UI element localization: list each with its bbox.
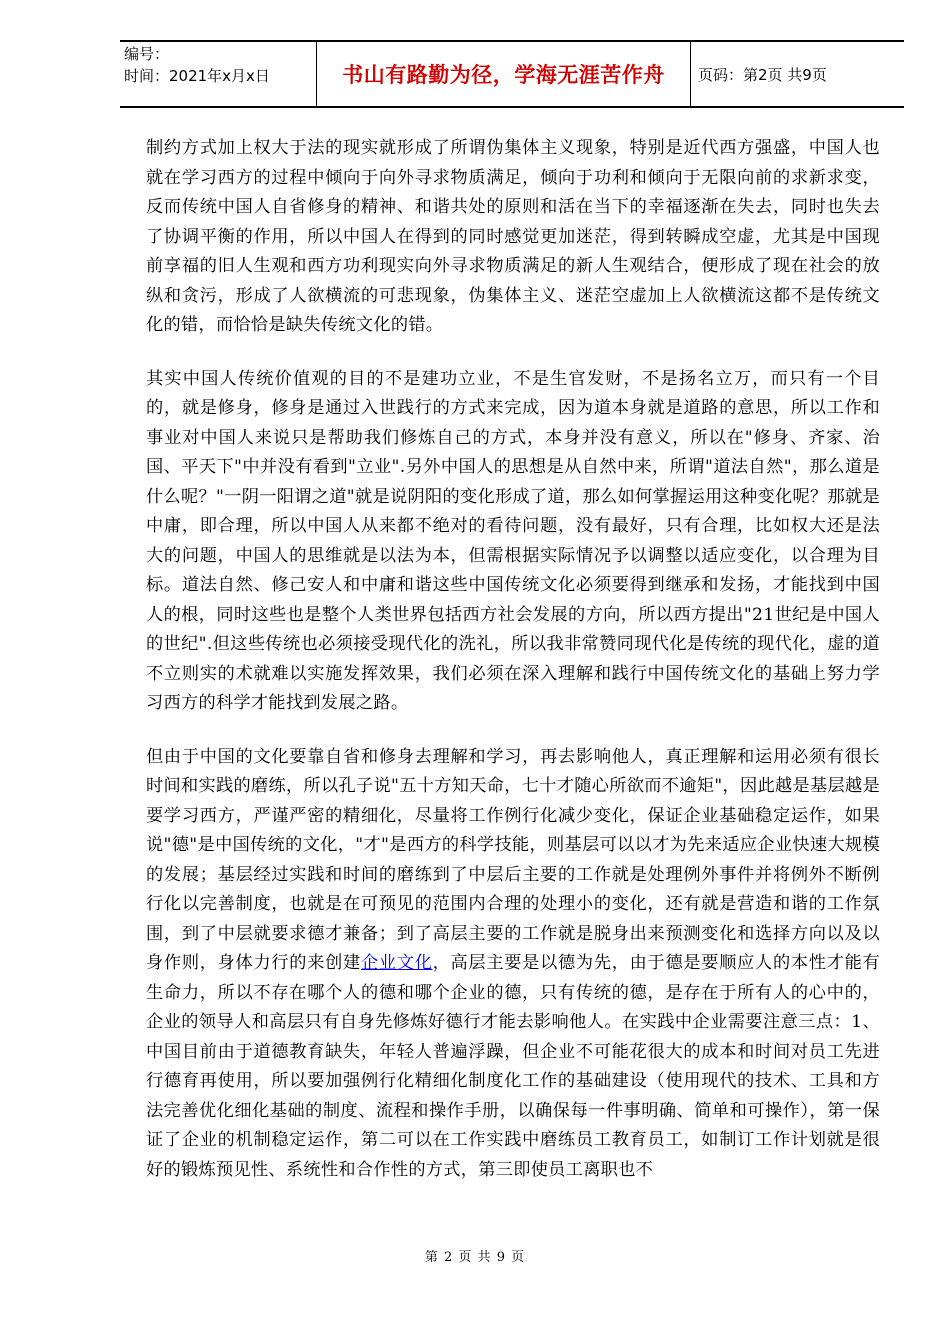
paragraph-2: 其实中国人传统价值观的目的不是建功立业，不是生官发财，不是扬名立万，而只有一个目的，就是修身，修身是通过入世践行的方式来完成，因为道本身就是道路的意思，所以工作和事业对中国人来说只是帮助我们修炼自己的方式，本身并没有意义，所以在"修身、齐家、治国、平天下"中并没有看到"立业".另外中国人的思想是从自然中来，所谓"道法自然"，那么道是什么呢？"一阴一阳谓之道"就是说阴阳的变化形成了道，那么如何掌握运用这种变化呢？那就是中庸，即合理，所以中国人从来都不绝对的看待问题，没有最好，只有合理，比如权大还是法大的问题，中国人的思维就是以法为本，但需根据实际情况予以调整以适应变化，以合理为目标。道法自然、修己安人和中庸和谐这些中国传统文化必须要得到继承和发扬，才能找到中国人的根，同时这些也是整个人类世界包括西方社会发展的方向，所以西方提出"21世纪是中国人的世纪".但这些传统也必须接受现代化的洗礼，所以我非常赞同现代化是传统的现代化，虚的道不立则实的术就难以实施发挥效果，我们必须在深入理解和践行中国传统文化的基础上努力学习西方的科学才能找到发展之路。 [146, 368, 880, 713]
page-footer: 第 2 页 共 9 页 [424, 1250, 526, 1265]
header-motto-cell [316, 42, 691, 106]
page-header [120, 40, 904, 108]
document-body [146, 134, 880, 1209]
header-meta [124, 43, 270, 87]
header-page-info: 页码：第2页 共9页 [698, 65, 827, 84]
time-label: 时间：2021年x月x日 [124, 67, 270, 85]
paragraph-3-text-a: 但由于中国的文化要靠自省和修身去理解和学习，再去影响他人，真正理解和运用必须有很长时间和实践的磨练，所以孔子说"五十方知天命，七十才随心所欲而不逾矩"，因此越是基层越是要学习西方，严谨严密的精细化，尽量将工作例行化减少变化，保证企业基础稳定运作，如果说"德"是中国传统的文化，"才"是西方的科学技能，则基层可以以才为先来适应企业快速大规模的发展；基层经过实践和时间的磨练到了中层后主要的工作就是处理例外事件并将例外不断例行化以完善制度，也就是在可预见的范围内合理的处理小的变化，还有就是营造和谐的工作氛围，到了中层就要求德才兼备；到了高层主要的工作就是脱身出来预测变化和选择方向以及以身作则，身体力行的来创建 [146, 746, 880, 973]
paragraph-1: 制约方式加上权大于法的现实就形成了所谓伪集体主义现象，特别是近代西方强盛，中国人也就在学习西方的过程中倾向于向外寻求物质满足，倾向于功利和倾向于无限向前的求新求变，反而传统中国人自省修身的精神、和谐共处的原则和活在当下的幸福逐渐在失去，同时也失去了协调平衡的作用，所以中国人在得到的同时感觉更加迷茫，得到转瞬成空虚，尤其是中国现前享福的旧人生观和西方功利现实向外寻求物质满足的新人生观结合，便形成了现在社会的放纵和贪污，形成了人欲横流的可悲现象，伪集体主义、迷茫空虚加上人欲横流这都不是传统文化的错，而恰恰是缺失传统文化的错。 [146, 138, 880, 335]
enterprise-culture-link[interactable]: 企业文化 [360, 953, 433, 973]
number-label: 编号： [124, 45, 170, 63]
paragraph-3-text-b: ，高层主要是以德为先，由于德是要顺应人的本性才能有生命力，所以不存在哪个人的德和哪个企业的德，只有传统的德，是存在于所有人的心中的，企业的领导人和高层只有自身先修炼好德行才能去影响他人。在实践中企业需要注意三点：1、中国目前由于道德教育缺失，年轻人普遍浮躁，但企业不可能花很大的成本和时间对员工先进行德育再使用，所以要加强例行化精细化制度化工作的基础建设（使用现代的技术、工具和方法完善优化细化基础的制度、流程和操作手册，以确保每一件事明确、简单和可操作），第一保证了企业的机制稳定运作，第二可以在工作实践中磨练员工教育员工，如制订工作计划就是很好的锻炼预见性、系统性和合作性的方式，第三即使员工离职也不 [146, 953, 880, 1180]
paragraph-3 [146, 743, 880, 1186]
header-motto: 书山有路勤为径，学海无涯苦作舟 [342, 63, 665, 87]
